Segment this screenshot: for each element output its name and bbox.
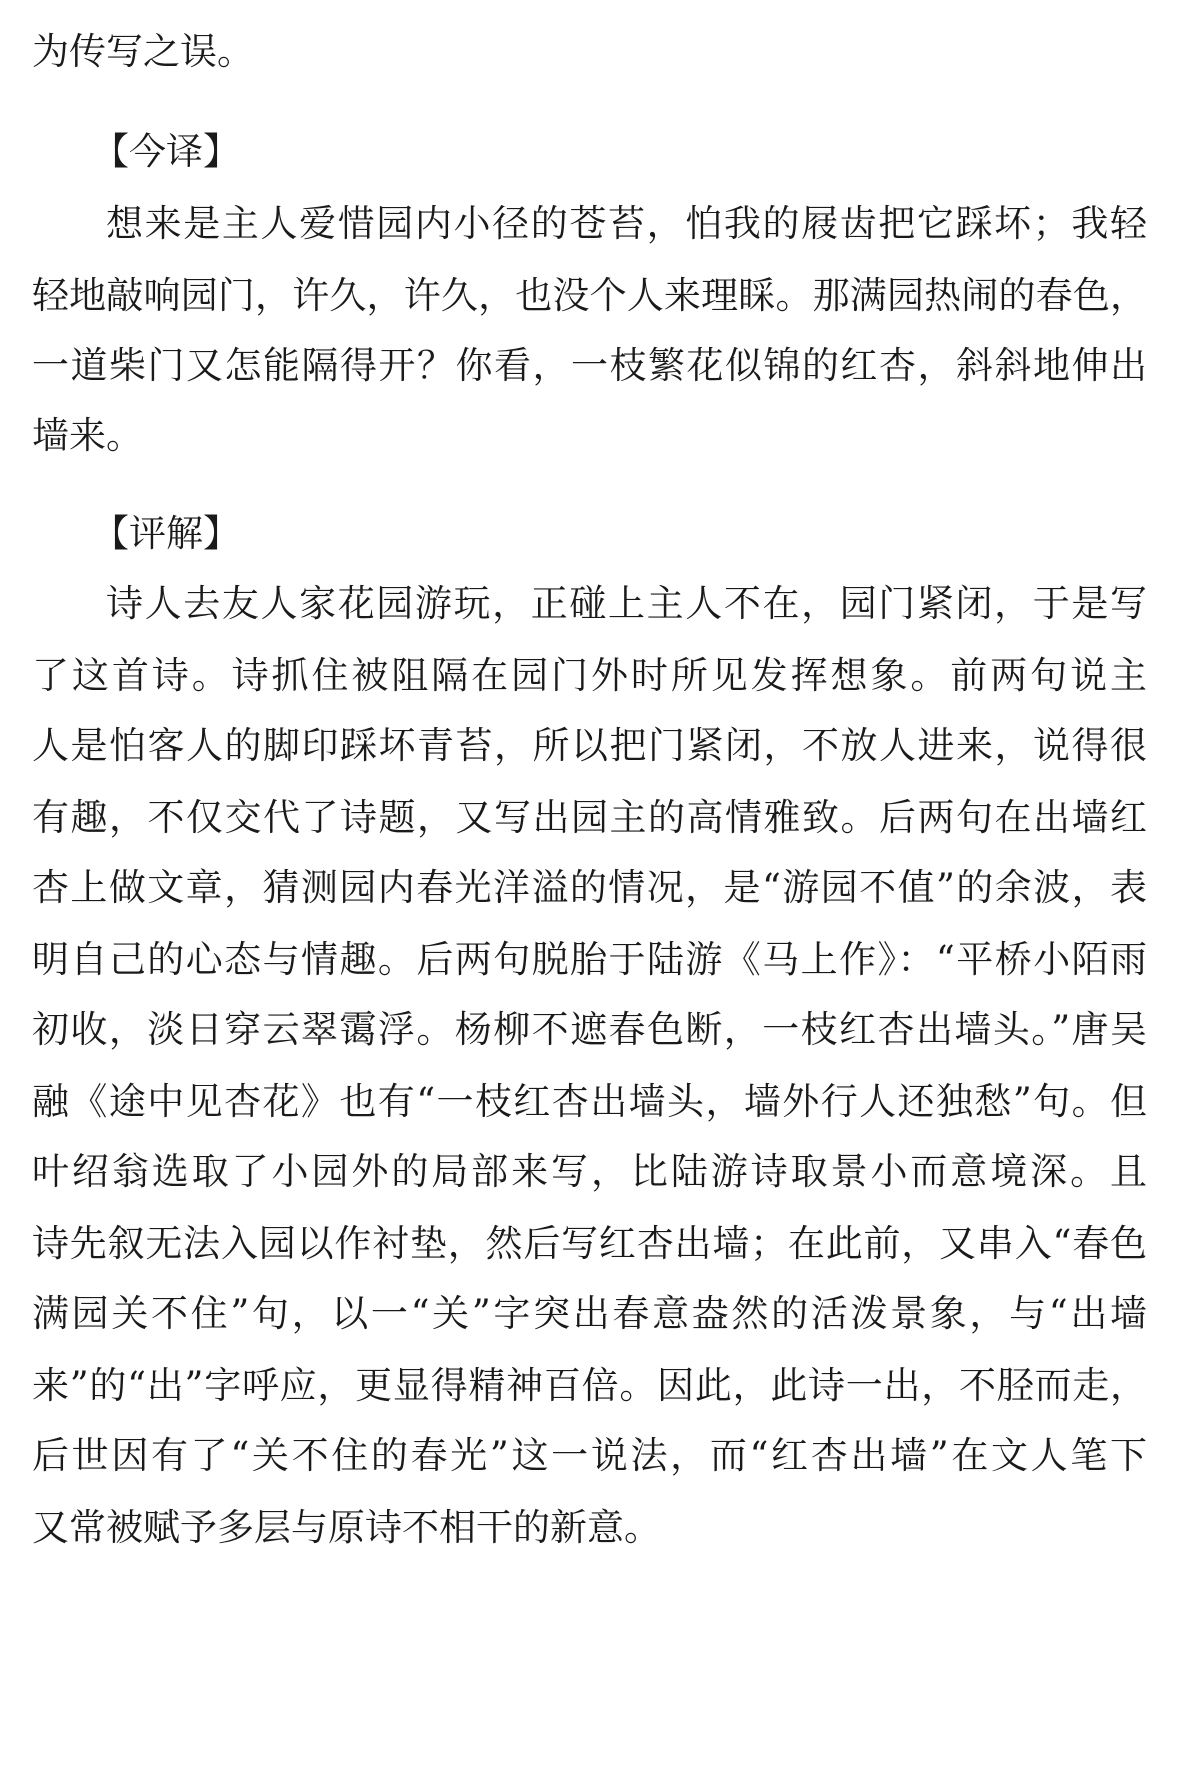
translation-heading: 【今译】: [92, 130, 240, 173]
commentary-line: 叶绍翁选取了小园外的局部来写，比陆游诗取景小而意境深。且: [32, 1150, 1147, 1193]
translation-line: 一道柴门又怎能隔得开？你看，一枝繁花似锦的红杏，斜斜地伸出: [32, 344, 1147, 387]
carry-over-line: 为传写之误。: [32, 30, 254, 73]
commentary-line: 有趣，不仅交代了诗题，又写出园主的高情雅致。后两句在出墙红: [32, 796, 1147, 839]
commentary-line: 诗先叙无法入园以作衬垫，然后写红杏出墙；在此前，又串入“春色: [32, 1222, 1147, 1265]
translation-line: 想来是主人爱惜园内小径的苍苔，怕我的屐齿把它踩坏；我轻: [106, 202, 1147, 245]
commentary-line: 明自己的心态与情趣。后两句脱胎于陆游《马上作》：“平桥小陌雨: [32, 938, 1147, 981]
commentary-heading: 【评解】: [92, 512, 240, 555]
translation-line: 墙来。: [32, 414, 143, 457]
commentary-line: 杏上做文章，猜测园内春光洋溢的情况，是“游园不值”的余波，表: [32, 866, 1147, 909]
commentary-line: 来”的“出”字呼应，更显得精神百倍。因此，此诗一出，不胫而走，: [32, 1364, 1147, 1407]
commentary-line: 又常被赋予多层与原诗不相干的新意。: [32, 1506, 661, 1549]
commentary-line: 人是怕客人的脚印踩坏青苔，所以把门紧闭，不放人进来，说得很: [32, 724, 1147, 767]
commentary-line: 后世因有了“关不住的春光”这一说法，而“红杏出墙”在文人笔下: [32, 1434, 1147, 1477]
commentary-line: 诗人去友人家花园游玩，正碰上主人不在，园门紧闭，于是写: [106, 582, 1147, 625]
translation-line: 轻地敲响园门，许久，许久，也没个人来理睬。那满园热闹的春色，: [32, 274, 1147, 317]
commentary-line: 融《途中见杏花》也有“一枝红杏出墙头，墙外行人还独愁”句。但: [32, 1080, 1147, 1123]
commentary-line: 了这首诗。诗抓住被阻隔在园门外时所见发挥想象。前两句说主: [32, 654, 1147, 697]
commentary-line: 满园关不住”句，以一“关”字突出春意盎然的活泼景象，与“出墙: [32, 1292, 1147, 1335]
commentary-line: 初收，淡日穿云翠霭浮。杨柳不遮春色断，一枝红杏出墙头。”唐吴: [32, 1008, 1147, 1051]
